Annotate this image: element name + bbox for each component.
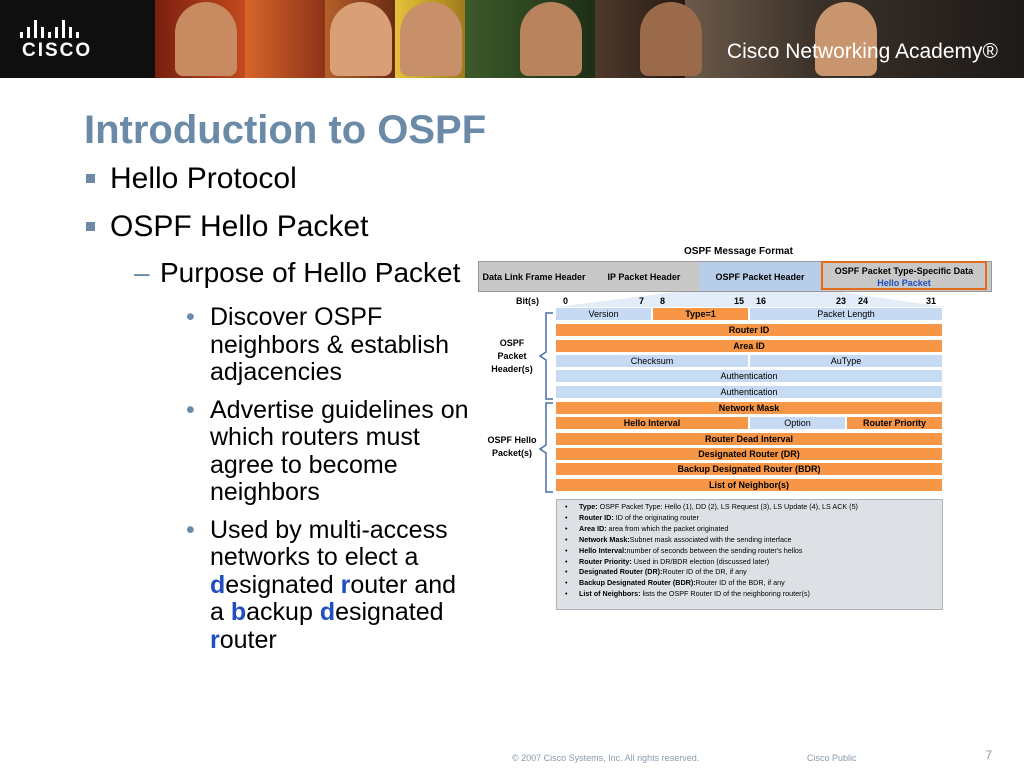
bullet-text: Purpose of Hello Packet [160, 257, 461, 288]
hello-packet-label: Hello Packet [877, 278, 931, 288]
field-router-id: Router ID [555, 323, 943, 337]
field-version: Version [555, 307, 652, 321]
description-item [579, 502, 942, 513]
field-option: Option [749, 416, 846, 430]
data-link-header: Data Link Frame Header [482, 271, 586, 282]
slide-title: Introduction to OSPF [84, 108, 487, 152]
field-designated-router: Designated Router (DR) [555, 447, 943, 461]
field-authentication: Authentication [555, 385, 943, 399]
field-router-priority: Router Priority [846, 416, 943, 430]
description-value: ID of the originating router [613, 512, 699, 522]
field-hello-interval: Hello Interval [555, 416, 749, 430]
description-key: Backup Designated Router (BDR): [579, 578, 696, 588]
bits-label: Bit(s) [516, 296, 539, 306]
bit-tick: 23 [836, 296, 847, 306]
field-neighbor-list: List of Neighbor(s) [555, 478, 943, 492]
dot-bullet-icon: • [186, 515, 195, 544]
description-item [579, 524, 942, 535]
bullet-text-part: esignated [335, 598, 444, 626]
bit-tick: 8 [660, 296, 666, 306]
description-key: Type: [579, 502, 598, 511]
header-bracket [540, 313, 553, 399]
bit-tick: 24 [858, 296, 869, 306]
ospf-header-side-label: OSPF Packet Header(s) [491, 338, 533, 374]
hello-bracket [540, 403, 553, 492]
bit-tick: 0 [563, 296, 569, 306]
type-specific-data-box [821, 261, 987, 290]
bit-tick: 7 [639, 296, 645, 306]
description-key: Router ID: [579, 512, 614, 522]
bullet-text: OSPF Hello Packet [110, 210, 369, 243]
academy-title: Cisco Networking Academy® [726, 40, 998, 63]
copyright-text: © 2007 Cisco Systems, Inc. All rights reserved. [512, 753, 700, 763]
dot-bullet-icon: • [186, 395, 195, 424]
field-autype: AuType [749, 354, 943, 368]
bullet-text: Discover OSPF neighbors & establish adjacencies [210, 303, 450, 386]
field-router-dead-interval: Router Dead Interval [555, 432, 943, 446]
description-value: OSPF Packet Type: Hello (1), DD (2), LS Request (3), LS Update (4), LS ACK (5) [597, 502, 858, 511]
description-value: Used in DR/BDR election (discussed later) [631, 556, 770, 566]
bullet-text-part: outer [219, 625, 277, 654]
bullet-text-part: outer and a [210, 570, 457, 626]
description-value: lists the OSPF Router ID of the neighboring router(s) [640, 589, 810, 599]
highlight-letter: r [340, 570, 351, 599]
description-item [579, 535, 942, 546]
field-packet-length: Packet Length [749, 307, 943, 321]
field-network-mask: Network Mask [555, 401, 943, 415]
page-number: 7 [985, 748, 992, 762]
bullet-text-part: esignated [225, 570, 341, 599]
classification-label: Cisco Public [807, 753, 857, 763]
bullet-text-part: ackup [246, 598, 320, 626]
bit-tick: 16 [756, 296, 767, 306]
description-item [579, 578, 942, 589]
bit-tick: 31 [926, 296, 937, 306]
diagram-title: OSPF Message Format [684, 246, 793, 257]
field-authentication: Authentication [555, 369, 943, 383]
ospf-hello-side-label: OSPF Hello Packet(s) [487, 435, 537, 458]
field-type: Type=1 [652, 307, 749, 321]
description-value: Router ID of the DR, if any [662, 567, 747, 577]
description-item [579, 557, 942, 568]
description-key: Router Priority: [579, 556, 632, 566]
description-value: Router ID of the BDR, if any [695, 578, 785, 588]
field-checksum: Checksum [555, 354, 749, 368]
dash-bullet-icon: – [134, 257, 150, 288]
description-key: Hello Interval: [579, 545, 627, 555]
field-backup-designated-router: Backup Designated Router (BDR) [555, 462, 943, 476]
highlight-letter: r [210, 625, 220, 654]
cisco-logo-text: CISCO [22, 40, 93, 61]
bullet-text: Hello Protocol [110, 162, 297, 195]
highlight-letter: d [210, 570, 226, 599]
description-item [579, 589, 942, 600]
bullet-text: Advertise guidelines on which routers must agree to become neighbors [210, 395, 469, 506]
dot-bullet-icon: • [186, 303, 195, 331]
description-item [579, 513, 942, 524]
description-key: Area ID: [579, 523, 607, 533]
type-specific-label: OSPF Packet Type-Specific Data [834, 266, 974, 276]
description-value: Subnet mask associated with the sending interface [629, 534, 792, 544]
description-item [579, 546, 942, 557]
highlight-letter: b [230, 598, 247, 626]
description-key: Designated Router (DR): [579, 567, 663, 577]
description-value: area from which the packet originated [606, 523, 729, 533]
highlight-letter: d [319, 598, 336, 626]
ospf-packet-header: OSPF Packet Header [700, 262, 820, 291]
field-area-id: Area ID [555, 339, 943, 353]
description-value: number of seconds between the sending router's hellos [626, 545, 803, 555]
bit-tick: 15 [734, 296, 745, 306]
description-key: Network Mask: [579, 534, 630, 544]
description-item [579, 567, 942, 578]
description-key: List of Neighbors: [579, 589, 641, 599]
ip-packet-header: IP Packet Header [607, 271, 681, 282]
field-description-box [556, 499, 943, 610]
bullet-text-part: Used by multi-access networks to elect a [210, 515, 448, 571]
